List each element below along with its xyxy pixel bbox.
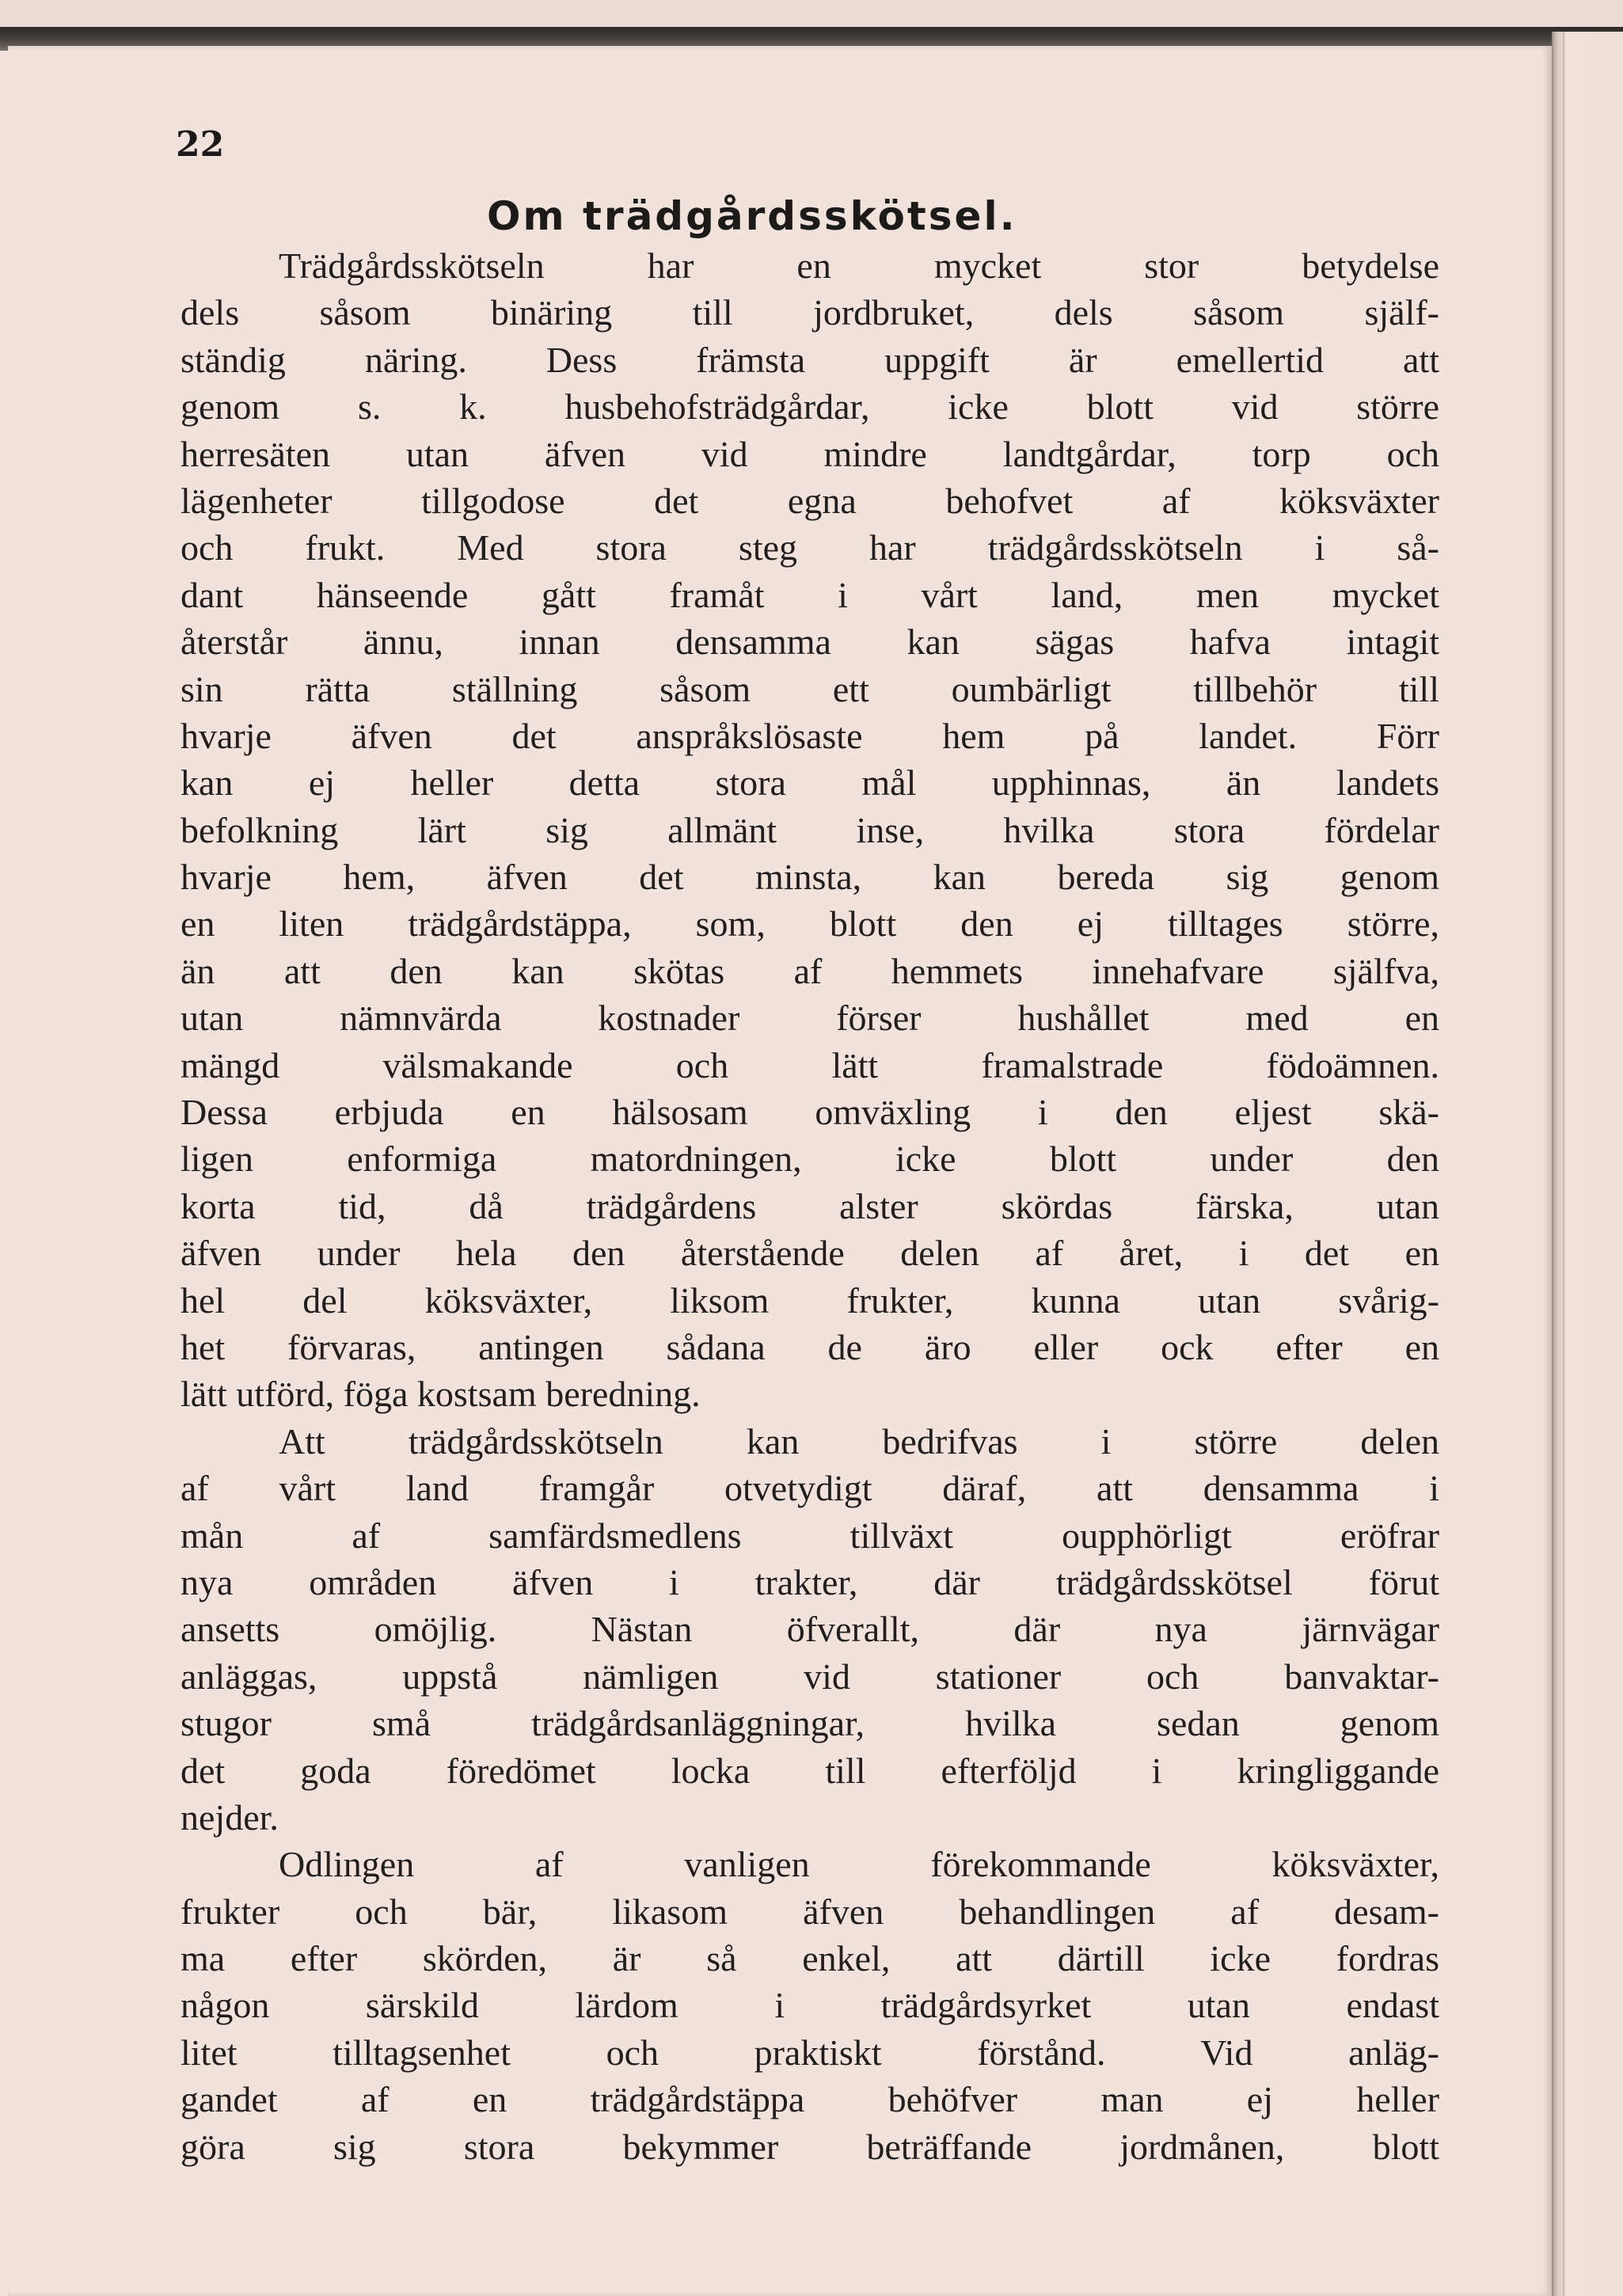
- text-line: ligen enformiga matordningen, icke blott under den: [181, 1138, 1439, 1180]
- body-text: [181, 242, 1439, 2170]
- text-line: och frukt. Med stora steg har trädgårdsskötseln i så-: [181, 527, 1439, 568]
- text-line: stugor små trädgårdsanläggningar, hvilka sedan genom: [181, 1703, 1439, 1744]
- text-line: litet tilltagsenhet och praktiskt förstånd. Vid anläg-: [181, 2032, 1439, 2073]
- text-line: anläggas, uppstå nämligen vid stationer och banvaktar-: [181, 1655, 1439, 1697]
- text-line: mån af samfärdsmedlens tillväxt oupphörligt eröfrar: [181, 1515, 1439, 1556]
- text-line: Trädgårdsskötseln har en mycket stor betydelse: [279, 245, 1439, 286]
- facing-page-edge: [1552, 32, 1623, 2296]
- text-line: befolkning lärt sig allmänt inse, hvilka stora fördelar: [181, 809, 1439, 850]
- text-line: det goda föredömet locka till efterföljd i kringliggande: [181, 1750, 1439, 1791]
- text-line: än att den kan skötas af hemmets innehafvare själfva,: [181, 950, 1439, 991]
- text-line: hvarje hem, äfven det minsta, kan bereda sig genom: [181, 857, 1439, 898]
- text-line: en liten trädgårdstäppa, som, blott den ej tilltages större,: [181, 903, 1439, 945]
- text-line: någon särskild lärdom i trädgårdsyrket utan endast: [181, 1985, 1439, 2026]
- text-line: herresäten utan äfven vid mindre landtgårdar, torp och: [181, 433, 1439, 474]
- text-line: korta tid, då trädgårdens alster skördas färska, utan: [181, 1185, 1439, 1226]
- previous-page-edge: [0, 0, 1623, 29]
- text-line: kan ej heller detta stora mål upphinnas, än landets: [181, 762, 1439, 804]
- text-line: nya områden äfven i trakter, där trädgårdsskötsel förut: [181, 1561, 1439, 1602]
- text-line: ständig näring. Dess främsta uppgift är emellertid att: [181, 339, 1439, 380]
- text-line: lägenheter tillgodose det egna behofvet af köksväxter: [181, 480, 1439, 521]
- text-line: mängd välsmakande och lätt framalstrade födoämnen.: [181, 1044, 1439, 1085]
- section-heading: Om trädgårdsskötsel.: [487, 193, 1017, 239]
- text-line: Odlingen af vanligen förekommande köksväxter,: [279, 1844, 1439, 1885]
- text-line: sin rätta ställning såsom ett oumbärligt tillbehör till: [181, 668, 1439, 709]
- text-line: äfven under hela den återstående delen af året, i det en: [181, 1233, 1439, 1274]
- text-line: ansetts omöjlig. Nästan öfverallt, där nya järnvägar: [181, 1609, 1439, 1650]
- page-number: 22: [176, 124, 225, 165]
- text-line: gandet af en trädgårdstäppa behöfver man ej heller: [181, 2079, 1439, 2120]
- text-line: göra sig stora bekymmer beträffande jordmånen, blott: [181, 2126, 1439, 2167]
- text-line: genom s. k. husbehofsträdgårdar, icke blott vid större: [181, 386, 1439, 428]
- text-line: ma efter skörden, är så enkel, att därtill icke fordras: [181, 1938, 1439, 1979]
- text-line: hvarje äfven det anspråkslösaste hem på landet. Förr: [181, 715, 1439, 756]
- text-line: Att trädgårdsskötseln kan bedrifvas i större delen: [279, 1420, 1439, 1462]
- text-line: het förvaras, antingen sådana de äro eller ock efter en: [181, 1326, 1439, 1367]
- text-line: lätt utförd, föga kostsam beredning.: [181, 1374, 701, 1415]
- text-line: dant hänseende gått framåt i vårt land, men mycket: [181, 574, 1439, 615]
- text-line: utan nämnvärda kostnader förser hushållet med en: [181, 998, 1439, 1039]
- text-line: återstår ännu, innan densamma kan sägas hafva intagit: [181, 622, 1439, 663]
- text-line: nejder.: [181, 1796, 279, 1838]
- text-line: dels såsom binäring till jordbruket, dels såsom själf-: [181, 292, 1439, 333]
- text-line: af vårt land framgår otvetydigt däraf, att densamma i: [181, 1468, 1439, 1509]
- text-line: Dessa erbjuda en hälsosam omväxling i den eljest skä-: [181, 1092, 1439, 1133]
- text-line: hel del köksväxter, liksom frukter, kunna utan svårig-: [181, 1279, 1439, 1321]
- text-line: frukter och bär, likasom äfven behandlingen af desam-: [181, 1891, 1439, 1932]
